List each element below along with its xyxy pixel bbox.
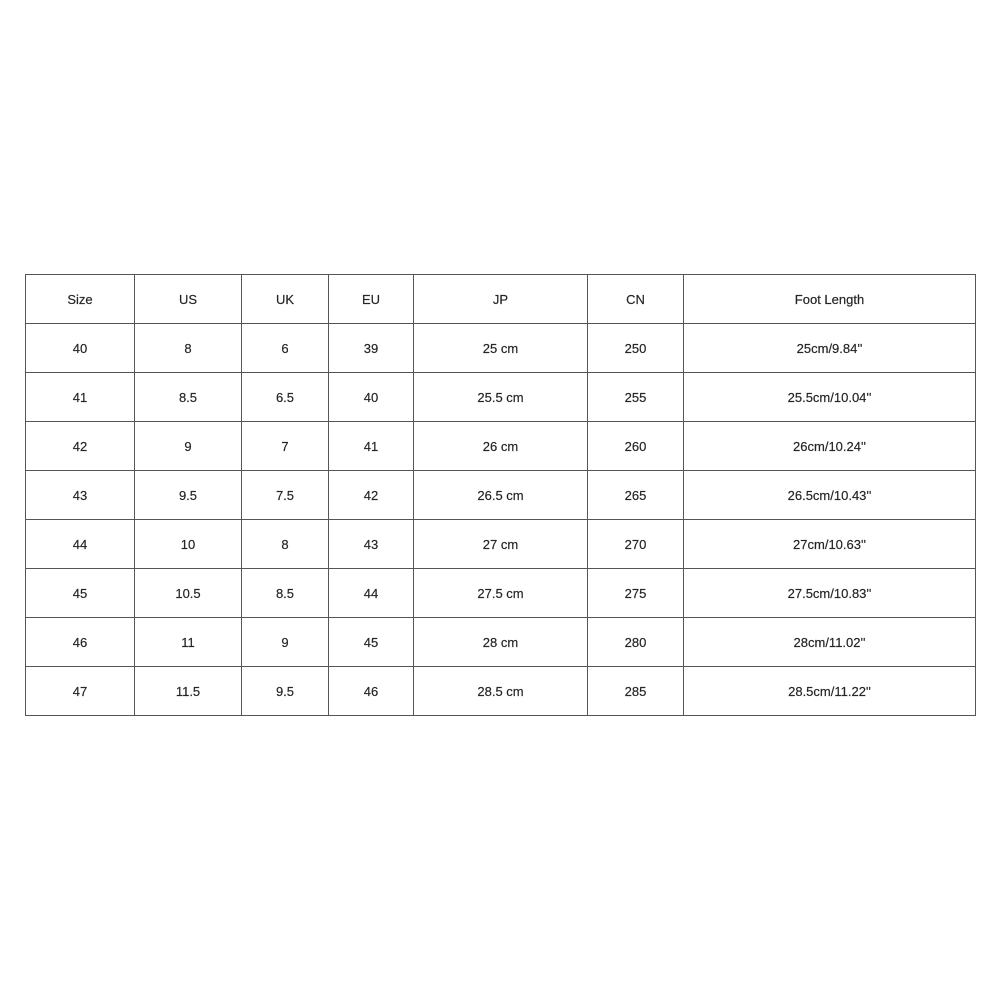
cell-size: 44 [26, 520, 135, 569]
size-chart-header [26, 275, 976, 324]
cell-cn: 285 [588, 667, 684, 716]
cell-uk: 7 [242, 422, 329, 471]
table-row [26, 618, 976, 667]
column-header-eu: EU [329, 275, 414, 324]
cell-size: 42 [26, 422, 135, 471]
cell-eu: 45 [329, 618, 414, 667]
column-header-us: US [135, 275, 242, 324]
cell-jp: 28.5 cm [414, 667, 588, 716]
cell-jp: 27 cm [414, 520, 588, 569]
cell-cn: 255 [588, 373, 684, 422]
cell-foot-length: 28cm/11.02'' [684, 618, 976, 667]
cell-uk: 8 [242, 520, 329, 569]
cell-size: 40 [26, 324, 135, 373]
cell-size: 43 [26, 471, 135, 520]
cell-uk: 7.5 [242, 471, 329, 520]
cell-jp: 26 cm [414, 422, 588, 471]
cell-foot-length: 26.5cm/10.43'' [684, 471, 976, 520]
table-row [26, 569, 976, 618]
cell-size: 47 [26, 667, 135, 716]
table-row [26, 422, 976, 471]
cell-us: 9 [135, 422, 242, 471]
cell-us: 11.5 [135, 667, 242, 716]
cell-uk: 9 [242, 618, 329, 667]
cell-eu: 41 [329, 422, 414, 471]
cell-cn: 275 [588, 569, 684, 618]
cell-jp: 28 cm [414, 618, 588, 667]
cell-us: 10.5 [135, 569, 242, 618]
cell-jp: 25.5 cm [414, 373, 588, 422]
size-chart-table [25, 274, 976, 716]
cell-eu: 44 [329, 569, 414, 618]
cell-eu: 39 [329, 324, 414, 373]
table-row [26, 471, 976, 520]
cell-size: 46 [26, 618, 135, 667]
column-header-cn: CN [588, 275, 684, 324]
cell-uk: 6.5 [242, 373, 329, 422]
cell-uk: 9.5 [242, 667, 329, 716]
cell-cn: 250 [588, 324, 684, 373]
column-header-jp: JP [414, 275, 588, 324]
table-row [26, 667, 976, 716]
cell-foot-length: 28.5cm/11.22'' [684, 667, 976, 716]
cell-size: 45 [26, 569, 135, 618]
column-header-size: Size [26, 275, 135, 324]
cell-uk: 6 [242, 324, 329, 373]
table-row [26, 520, 976, 569]
cell-foot-length: 25.5cm/10.04'' [684, 373, 976, 422]
column-header-foot-length: Foot Length [684, 275, 976, 324]
cell-foot-length: 26cm/10.24'' [684, 422, 976, 471]
cell-eu: 43 [329, 520, 414, 569]
cell-foot-length: 27.5cm/10.83'' [684, 569, 976, 618]
size-chart-body [26, 324, 976, 716]
cell-jp: 25 cm [414, 324, 588, 373]
cell-us: 8.5 [135, 373, 242, 422]
cell-foot-length: 27cm/10.63'' [684, 520, 976, 569]
header-row [26, 275, 976, 324]
cell-us: 10 [135, 520, 242, 569]
table-row [26, 373, 976, 422]
table-row [26, 324, 976, 373]
cell-us: 9.5 [135, 471, 242, 520]
cell-size: 41 [26, 373, 135, 422]
column-header-uk: UK [242, 275, 329, 324]
cell-cn: 265 [588, 471, 684, 520]
cell-eu: 46 [329, 667, 414, 716]
cell-cn: 280 [588, 618, 684, 667]
cell-us: 8 [135, 324, 242, 373]
cell-cn: 260 [588, 422, 684, 471]
cell-foot-length: 25cm/9.84'' [684, 324, 976, 373]
cell-jp: 26.5 cm [414, 471, 588, 520]
cell-eu: 42 [329, 471, 414, 520]
cell-uk: 8.5 [242, 569, 329, 618]
cell-us: 11 [135, 618, 242, 667]
cell-jp: 27.5 cm [414, 569, 588, 618]
cell-cn: 270 [588, 520, 684, 569]
cell-eu: 40 [329, 373, 414, 422]
